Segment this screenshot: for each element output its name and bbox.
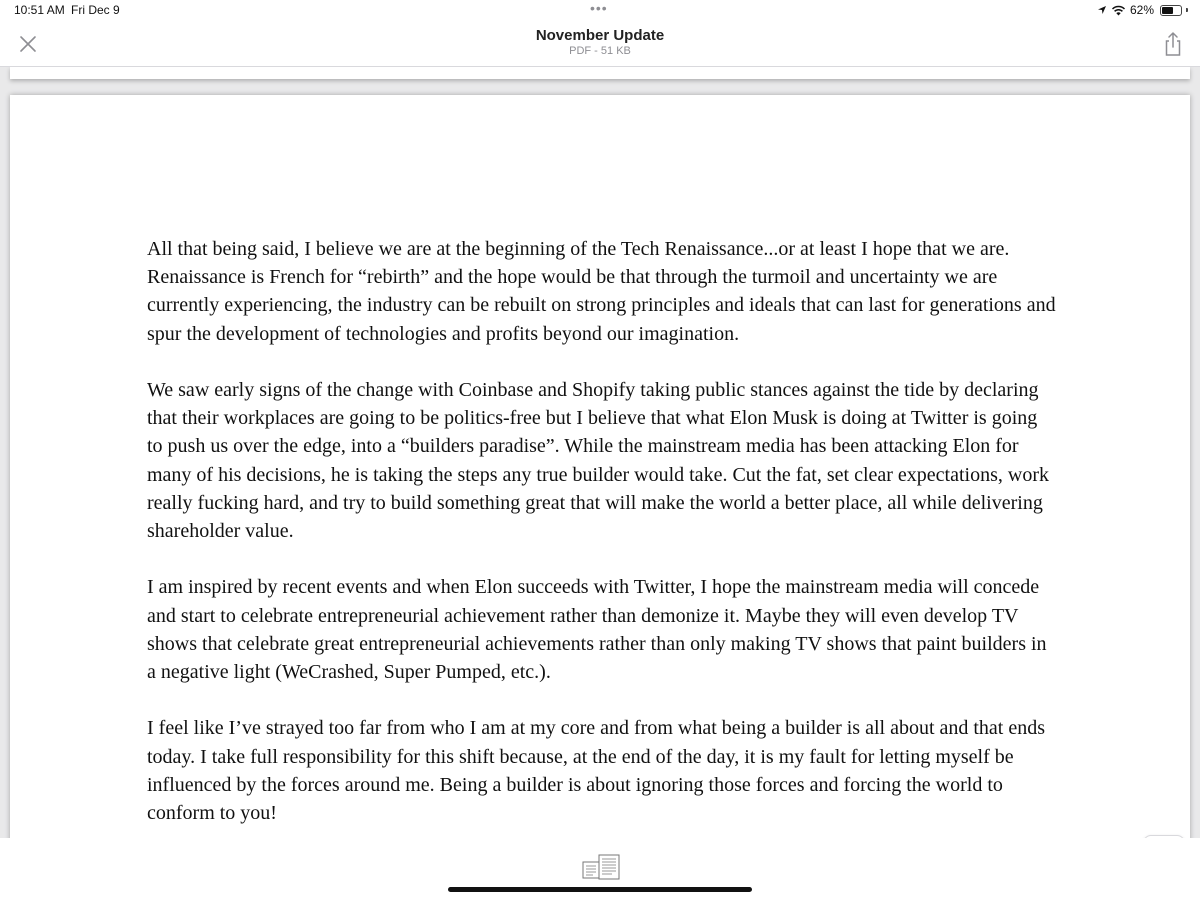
share-icon <box>1160 30 1186 58</box>
status-indicators <box>1097 3 1188 17</box>
paragraph-1: All that being said, I believe we are at the beginning of the Tech Renaissance...or at least I hope that we are. Renaissance is French for “rebirth” and the hope would be that through the turmoil and uncertainty we are currently experiencing, the industry can be rebuilt on strong principles and ideals that can last for generations and spur the development of technologies and profits beyond our imagination. <box>147 238 1056 345</box>
pdf-page <box>10 95 1190 838</box>
share-button[interactable] <box>1160 30 1186 58</box>
document-title: November Update <box>535 27 665 44</box>
reader-mode-icon <box>582 854 620 882</box>
navigation-bar <box>0 22 1200 67</box>
location-arrow-icon <box>1097 5 1107 15</box>
multitasking-dots-icon[interactable]: ••• <box>590 0 608 16</box>
reader-mode-button[interactable] <box>582 854 620 882</box>
document-meta: PDF - 51 KB <box>569 45 631 57</box>
paragraph-4: I feel like I’ve strayed too far from who I am at my core and from what being a builder is all about and that ends today. I take full responsibility for this shift because, at the end of the day, it is my fault for letting myself be influenced by the forces around me. Being a builder is about ignoring those forces and forcing the world to conform to you! <box>147 717 1046 825</box>
pdf-viewer[interactable] <box>0 67 1200 838</box>
paragraph-3: I am inspired by recent events and when Elon succeeds with Twitter, I hope the mainstream media will concede and start to celebrate entrepreneurial achievement rather than demonize it. Maybe they will even develop TV shows that celebrate great entrepreneurial achievements rather than only making TV shows that paint builders in a negative light (WeCrashed, Super Pumped, etc.). <box>147 576 1047 684</box>
page-body <box>147 235 1057 838</box>
battery-level-fill <box>1162 7 1173 14</box>
home-indicator[interactable] <box>448 887 752 892</box>
status-date: Fri Dec 9 <box>71 3 120 17</box>
status-time: 10:51 AM <box>14 3 65 17</box>
bottom-toolbar <box>0 838 1200 899</box>
battery-percent: 62% <box>1129 3 1154 17</box>
previous-page-edge <box>10 67 1190 79</box>
battery-cap <box>1186 8 1188 12</box>
paragraph-2: We saw early signs of the change with Coinbase and Shopify taking public stances against the tide by declaring that their workplaces are going to be politics-free but I believe that what Elon Musk is doing at Twitter is going to push us over the edge, into a “builders paradise”. While the mainstream media has been attacking Elon for many of his decisions, he is taking the steps any true builder would take. Cut the fat, set clear expectations, work really fucking hard, and try to build something great that will make the world a better place, all while delivering shareholder value. <box>147 379 1049 543</box>
status-bar <box>0 0 1200 22</box>
battery-icon <box>1160 5 1182 16</box>
wifi-icon <box>1111 5 1126 16</box>
